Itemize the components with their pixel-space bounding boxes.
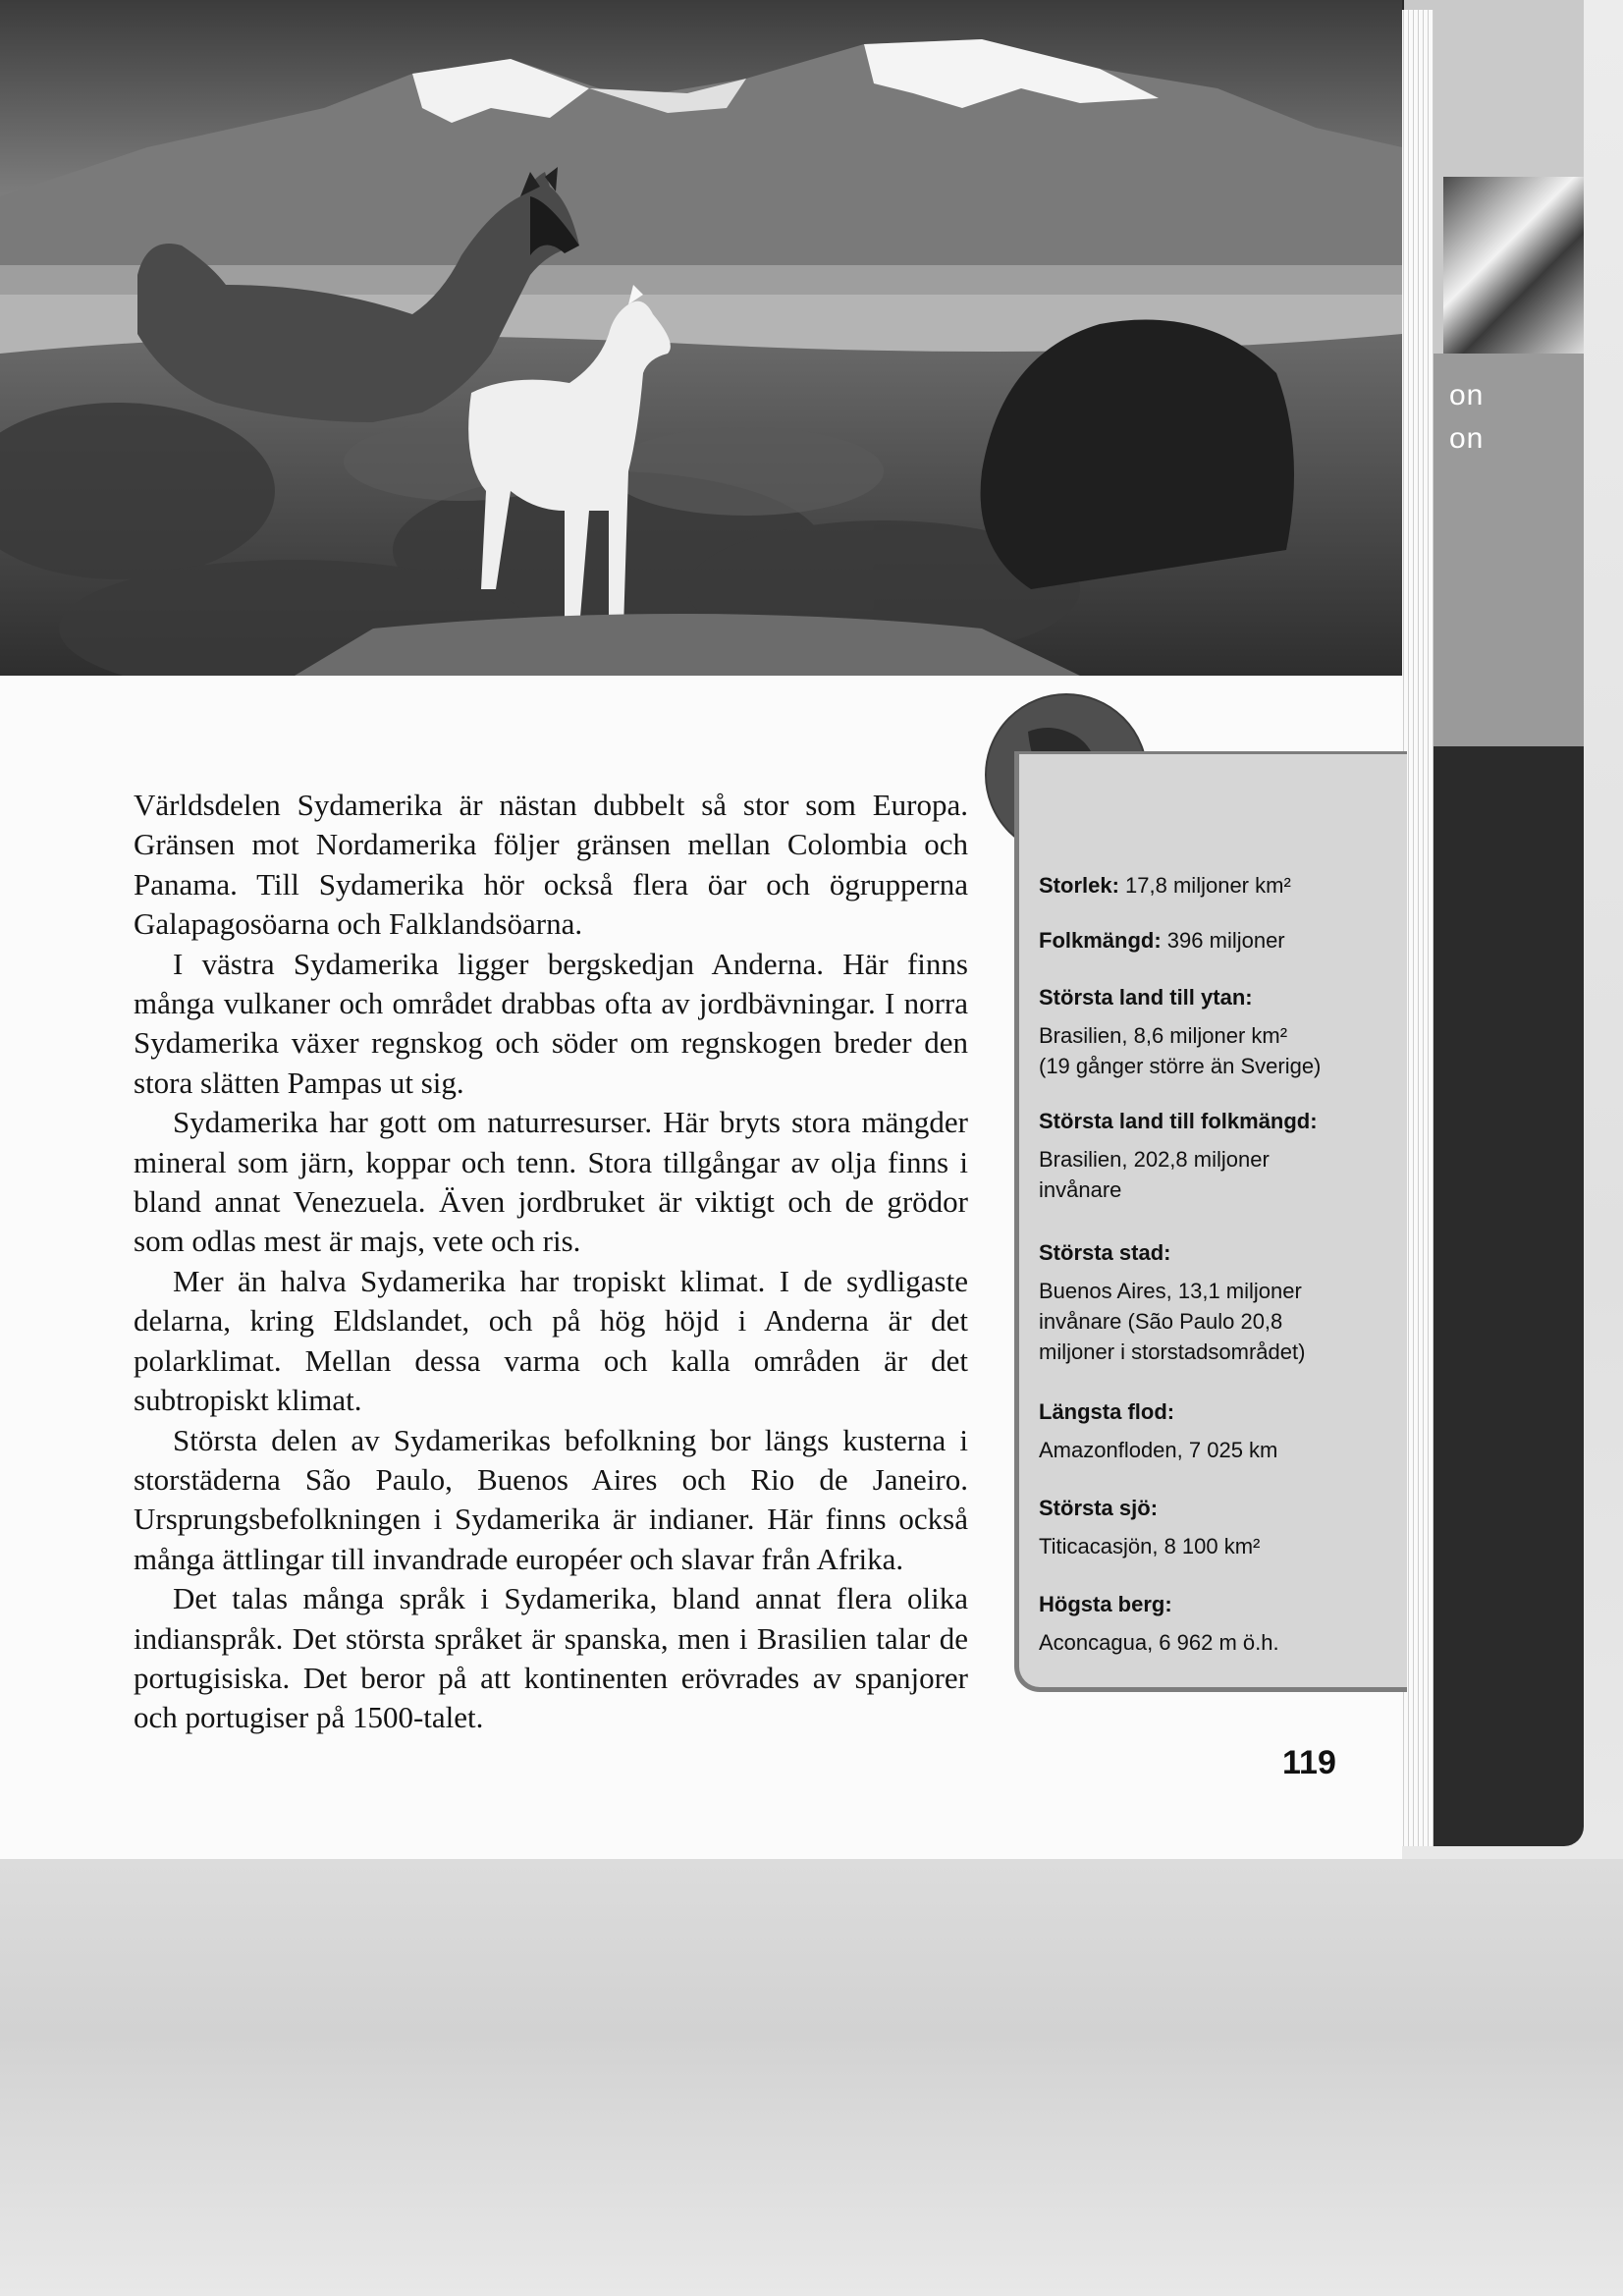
fact-population: Folkmängd: 396 miljoner xyxy=(1039,928,1285,953)
fact-longest-river: Längsta flod: Amazonfloden, 7 025 km xyxy=(1039,1399,1278,1462)
fact-largest-area: Största land till ytan: Brasilien, 8,6 miljoner km² (19 gånger större än Sverige) xyxy=(1039,985,1322,1078)
scan-bottom-margin xyxy=(0,1859,1623,2296)
paragraph: Det talas många språk i Sydamerika, bland annat flera olika indianspråk. Det största språket är spanska, men i Brasilien talar de portugisiska. Det beror på att kontinenten erövrades av spanjorer och portugiser på 1500-talet. xyxy=(134,1581,968,1735)
fact-highest-mountain: Högsta berg: Aconcagua, 6 962 m ö.h. xyxy=(1039,1592,1279,1655)
underlying-page-text-2: on xyxy=(1449,422,1485,455)
fact-box xyxy=(1014,751,1407,1692)
underlying-page-photo xyxy=(1443,177,1584,363)
body-text xyxy=(134,786,968,1738)
fact-size: Storlek: 17,8 miljoner km² xyxy=(1039,873,1291,898)
fact-largest-population: Största land till folkmängd: Brasilien, 202,8 miljoner invånare xyxy=(1039,1109,1318,1202)
paragraph: Största delen av Sydamerikas befolkning bor längs kusterna i storstäderna São Paulo, Buenos Aires och Rio de Janeiro. Ursprungsbefolkningen i Sydamerika är indianer. Här finns också många ättlingar till invandrade européer och slavar från Afrika. xyxy=(134,1422,968,1576)
paragraph: I västra Sydamerika ligger bergskedjan Anderna. Här finns många vulkaner och området drabbas ofta av jordbävningar. I norra Sydamerika växer regnskog och söder om regnskogen breder den stora slätten Pampas ut sig. xyxy=(134,946,968,1100)
llama-photo xyxy=(0,0,1402,676)
fact-largest-city: Största stad: Buenos Aires, 13,1 miljoner invånare (São Paulo 20,8 miljoner i storstadsområdet) xyxy=(1039,1240,1306,1364)
underlying-page-band xyxy=(1434,354,1584,746)
page-number: 119 xyxy=(1282,1744,1336,1781)
fact-largest-lake: Största sjö: Titicacasjön, 8 100 km² xyxy=(1039,1496,1261,1558)
underlying-page-text-1: on xyxy=(1449,379,1485,411)
paragraph: Sydamerika har gott om naturresurser. Här bryts stora mängder mineral som järn, koppar och tenn. Stora tillgångar av olja finns i bland annat Venezuela. Även jordbruket är viktigt och de grödor som odlas mest är majs, vete och ris. xyxy=(134,1105,968,1259)
paragraph: Mer än halva Sydamerika har tropiskt klimat. I de sydligaste delarna, kring Eldslandet, och på hög höjd i Anderna är det polarklimat. Mellan dessa varma och kalla områden är det subtropiskt klimat. xyxy=(134,1263,968,1418)
paragraph: Världsdelen Sydamerika är nästan dubbelt så stor som Europa. Gränsen mot Nordamerika följer gränsen mellan Colombia och Panama. Till Sydamerika hör också flera öar och ögrupperna Galapagosöarna och Falklandsöarna. xyxy=(134,788,968,942)
